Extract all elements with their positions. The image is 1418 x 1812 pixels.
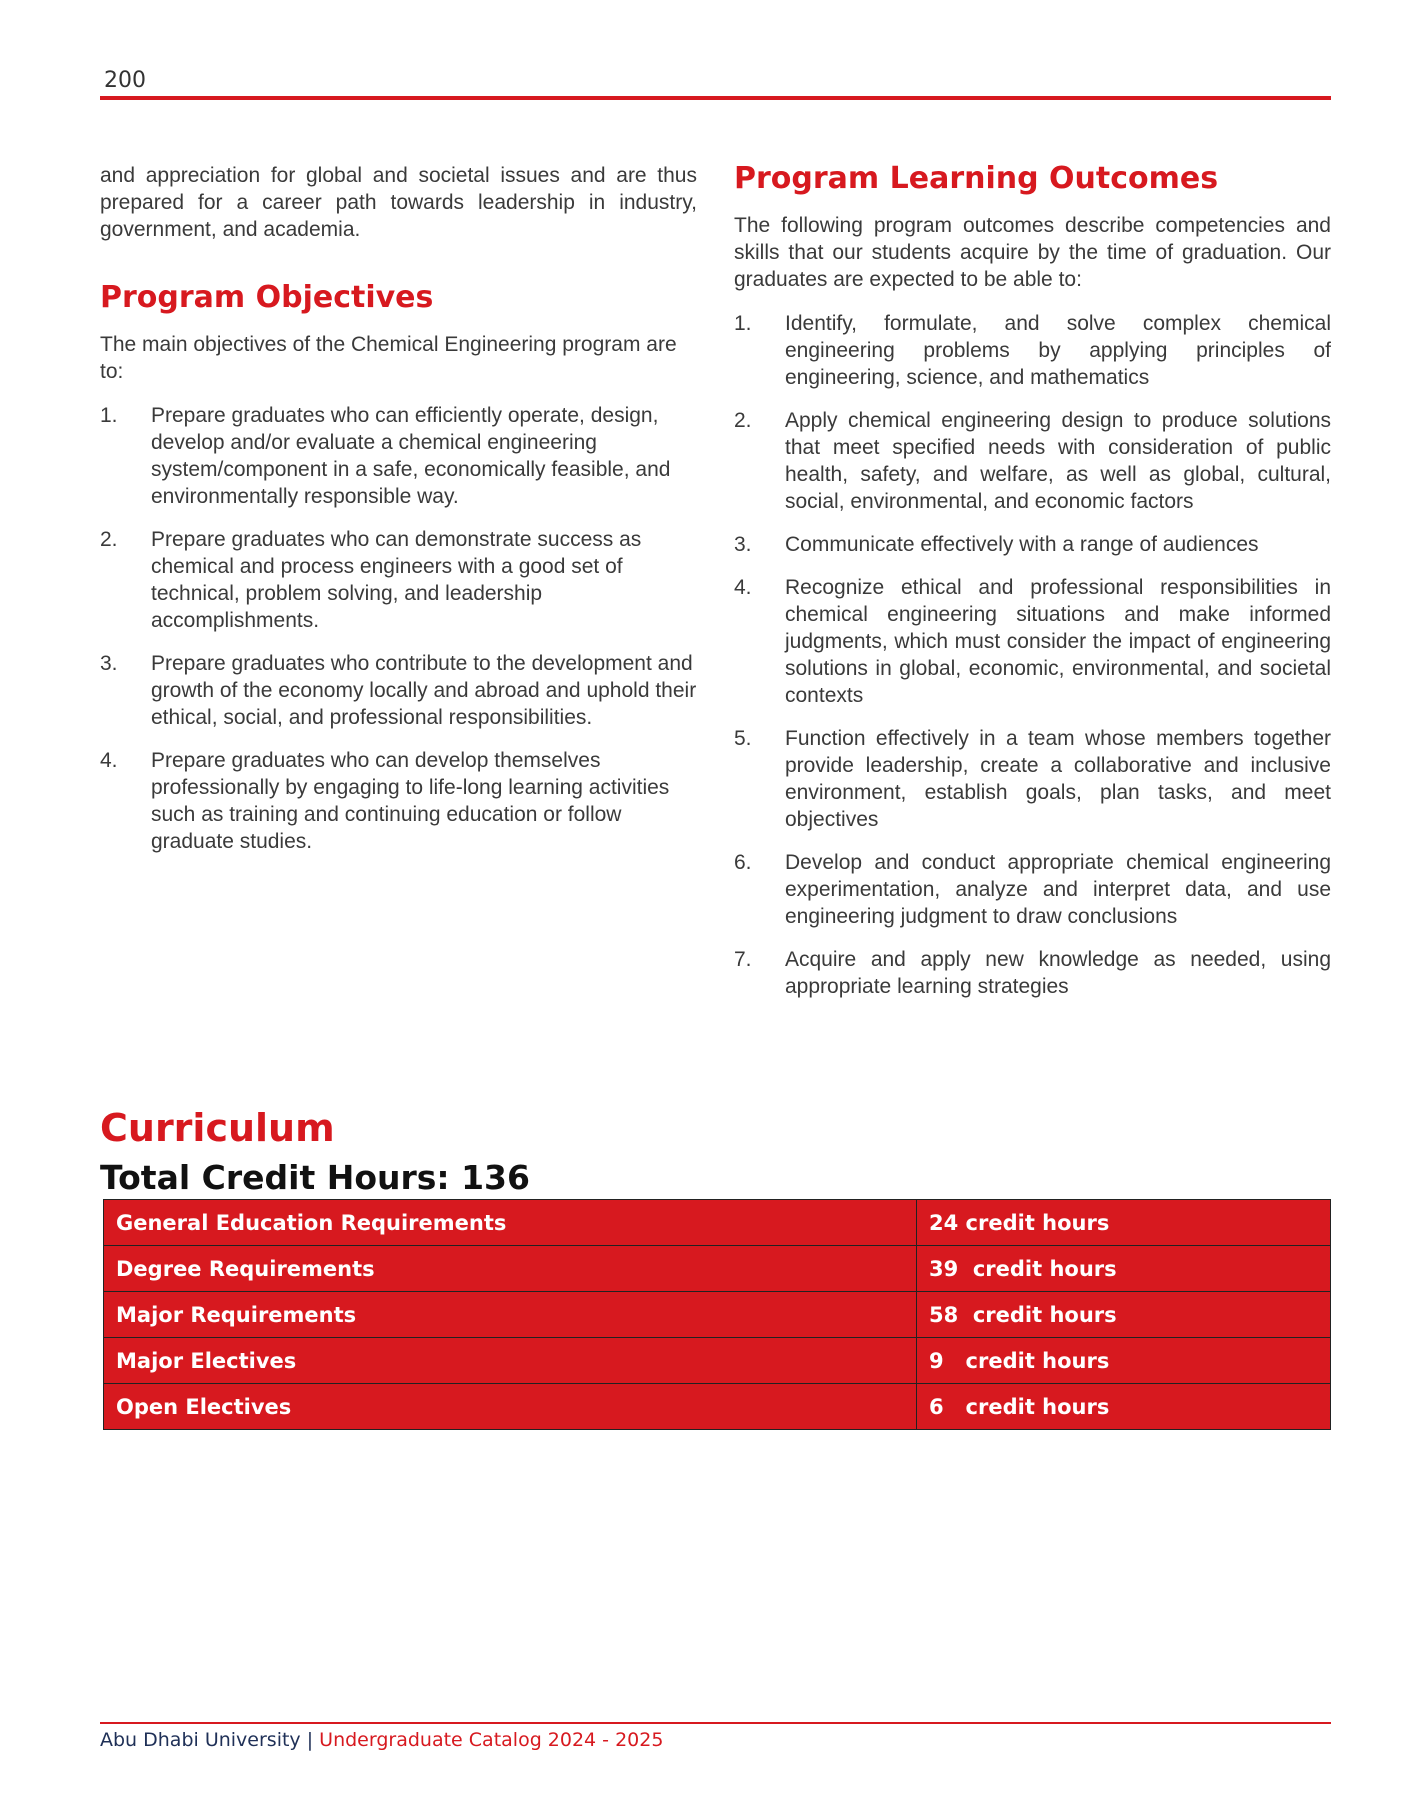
objective-number: 1. <box>100 404 118 427</box>
objectives-list <box>100 402 697 855</box>
objective-item <box>100 526 697 634</box>
outcome-item <box>734 574 1331 709</box>
outcomes-list <box>734 310 1331 1000</box>
outcome-number: 2. <box>734 409 752 432</box>
outcome-text: Identify, formulate, and solve complex chemical engineering problems by applying principles of engineering, science, and mathematics <box>785 312 1331 389</box>
outcome-item <box>734 946 1331 1000</box>
header-divider <box>100 96 1331 100</box>
requirement-cell: Major Electives <box>104 1338 917 1384</box>
objective-text: Prepare graduates who contribute to the development and growth of the economy locally and abroad and uphold their ethical, social, and professional responsibilities. <box>151 652 697 729</box>
objective-number: 3. <box>100 652 118 675</box>
objectives-heading: Program Objectives <box>100 280 434 315</box>
objectives-intro: The main objectives of the Chemical Engineering program are to: <box>100 333 677 383</box>
outcome-text: Recognize ethical and professional responsibilities in chemical engineering situations and make informed judgments, which must consider the impact of engineering solutions in global, economic, environmental, and societal contexts <box>785 576 1331 707</box>
table-row <box>104 1384 1331 1430</box>
footer-catalog: Undergraduate Catalog 2024 - 2025 <box>319 1729 664 1751</box>
outcome-number: 6. <box>734 851 752 874</box>
hours-cell: 9 credit hours <box>917 1338 1331 1384</box>
outcomes-heading: Program Learning Outcomes <box>734 161 1219 196</box>
hours-cell: 58 credit hours <box>917 1292 1331 1338</box>
curriculum-heading: Curriculum <box>100 1106 335 1150</box>
objective-item <box>100 402 697 510</box>
table-row <box>104 1338 1331 1384</box>
footer-university: Abu Dhabi University <box>100 1729 301 1751</box>
requirement-cell: Degree Requirements <box>104 1246 917 1292</box>
outcome-item <box>734 310 1331 391</box>
objective-text: Prepare graduates who can efficiently operate, design, develop and/or evaluate a chemical engineering system/component in a safe, economically feasible, and environmentally responsible way. <box>151 404 671 508</box>
objective-number: 2. <box>100 528 118 551</box>
outcomes-intro: The following program outcomes describe competencies and skills that our students acquire by the time of graduation. Our graduates are expected to be able to: <box>734 214 1331 291</box>
requirement-cell: General Education Requirements <box>104 1200 917 1246</box>
total-credit-hours: Total Credit Hours: 136 <box>100 1158 530 1197</box>
footer-divider <box>100 1722 1331 1724</box>
hours-cell: 39 credit hours <box>917 1246 1331 1292</box>
outcome-text: Function effectively in a team whose members together provide leadership, create a collaborative and inclusive environment, establish goals, plan tasks, and meet objectives <box>785 727 1331 831</box>
outcome-number: 1. <box>734 312 752 335</box>
requirement-cell: Open Electives <box>104 1384 917 1430</box>
table-row <box>104 1200 1331 1246</box>
footer <box>100 1729 663 1751</box>
outcome-text: Acquire and apply new knowledge as needed, using appropriate learning strategies <box>785 948 1331 998</box>
outcome-text: Develop and conduct appropriate chemical engineering experimentation, analyze and interpret data, and use engineering judgment to draw conclusions <box>785 851 1331 928</box>
requirement-cell: Major Requirements <box>104 1292 917 1338</box>
page-number: 200 <box>104 68 146 93</box>
outcome-number: 4. <box>734 576 752 599</box>
objective-item <box>100 650 697 731</box>
outcome-item <box>734 531 1331 558</box>
objective-text: Prepare graduates who can develop themselves professionally by engaging to life-long learning activities such as training and continuing education or follow graduate studies. <box>151 749 670 853</box>
objective-text: Prepare graduates who can demonstrate success as chemical and process engineers with a good set of technical, problem solving, and leadership accomplishments. <box>151 528 642 632</box>
hours-cell: 24 credit hours <box>917 1200 1331 1246</box>
outcome-text: Apply chemical engineering design to produce solutions that meet specified needs with consideration of public health, safety, and welfare, as well as global, cultural, social, environmental, and economic factors <box>785 409 1331 513</box>
objective-item <box>100 747 697 855</box>
outcome-number: 5. <box>734 727 752 750</box>
hours-cell: 6 credit hours <box>917 1384 1331 1430</box>
right-column <box>734 162 1331 1016</box>
table-row <box>104 1246 1331 1292</box>
left-column <box>100 162 697 871</box>
credit-hours-table <box>103 1199 1331 1430</box>
outcome-item <box>734 407 1331 515</box>
outcome-text: Communicate effectively with a range of audiences <box>785 533 1259 556</box>
outcome-item <box>734 725 1331 833</box>
intro-paragraph: and appreciation for global and societal issues and are thus prepared for a career path towards leadership in industry, government, and academia. <box>100 164 697 241</box>
outcome-number: 7. <box>734 948 752 971</box>
objective-number: 4. <box>100 749 118 772</box>
table-row <box>104 1292 1331 1338</box>
outcome-number: 3. <box>734 533 752 556</box>
outcome-item <box>734 849 1331 930</box>
footer-separator: | <box>300 1729 320 1751</box>
